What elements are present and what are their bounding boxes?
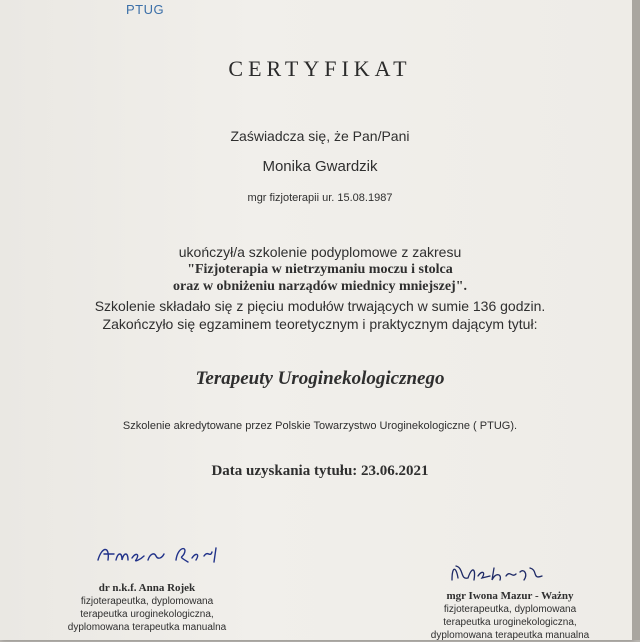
body-line-5: Zakończyło się egzaminem teoretycznym i praktycznym dającym tytuł: — [102, 316, 538, 332]
signature-iwona-mazur-wazny — [446, 560, 556, 586]
signatory-right-line-3: dyplomowana terapeutka manualna — [430, 630, 590, 641]
intro-text: Zaświadcza się, że Pan/Pani — [230, 128, 410, 144]
signatory-right-line-2: terapeutka uroginekologiczna, — [443, 617, 577, 628]
accreditation-text: Szkolenie akredytowane przez Polskie Towarzystwo Uroginekologiczne ( PTUG). — [122, 420, 518, 432]
ptug-logo-text: PTUG — [126, 2, 165, 17]
course-title-line-2: oraz w obniżeniu narządów miednicy mniejszej". — [173, 279, 467, 294]
issue-date: Data uzyskania tytułu: 23.06.2021 — [211, 463, 429, 479]
course-title-line-1: "Fizjoterapia w nietrzymaniu moczu i stolca — [187, 262, 453, 277]
degree-title: Terapeuty Uroginekologicznego — [195, 368, 445, 389]
signatory-left-name: dr n.k.f. Anna Rojek — [98, 582, 196, 594]
certificate-title: CERTYFIKAT — [228, 56, 412, 81]
signatory-right-name: mgr Iwona Mazur - Ważny — [446, 590, 574, 602]
signatory-right — [410, 590, 610, 642]
signatory-left-line-2: terapeutka uroginekologiczna, — [80, 609, 214, 620]
signatory-left — [52, 582, 242, 634]
recipient-details: mgr fizjoterapii ur. 15.08.1987 — [247, 192, 393, 204]
signatory-left-line-1: fizjoterapeutka, dyplomowana — [80, 596, 214, 607]
signatory-right-line-1: fizjoterapeutka, dyplomowana — [443, 604, 577, 615]
body-line-1: ukończył/a szkolenie podyplomowe z zakresu — [178, 244, 462, 260]
signature-anna-rojek — [92, 538, 232, 570]
body-line-4: Szkolenie składało się z pięciu modułów trwających w sumie 136 godzin. — [94, 298, 546, 314]
signatory-left-line-3: dyplomowana terapeutka manualna — [67, 622, 227, 633]
recipient-name: Monika Gwardzik — [262, 158, 378, 175]
